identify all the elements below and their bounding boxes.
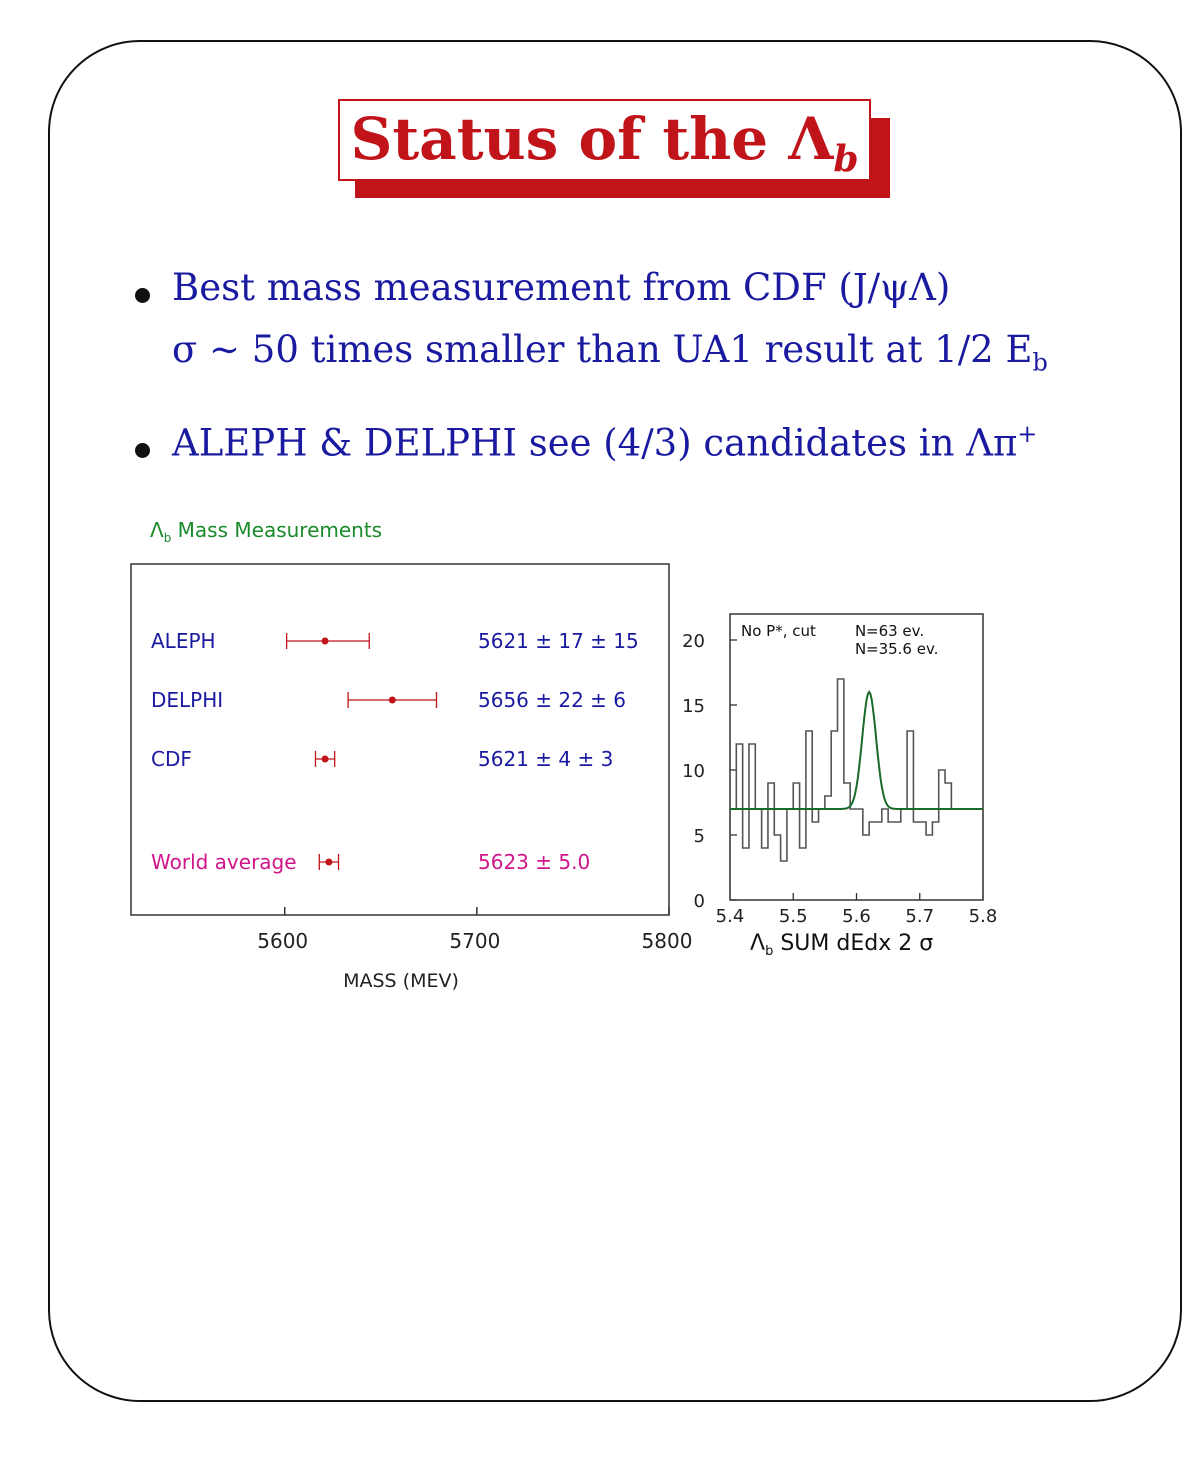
slide-title: Status of the $\Lambda_b$ xyxy=(350,105,859,181)
x-tick-label: 5.4 xyxy=(715,906,745,927)
x-axis-label: MASS (MEV) xyxy=(343,970,459,992)
point-label: CDF xyxy=(151,747,192,771)
y-tick-label: 20 xyxy=(682,631,705,652)
annotation-bkg-sym: N xyxy=(855,640,867,658)
y-tick-label: 5 xyxy=(693,826,705,847)
x-axis-label: $\Lambda_b$ SUM dEdx 2 σ xyxy=(750,931,934,959)
data-point xyxy=(322,638,329,645)
x-tick-label: 5.5 xyxy=(778,906,808,927)
y-tick-label: 15 xyxy=(682,696,705,717)
annotation-obs-sym: N xyxy=(855,622,867,640)
bullet-dot xyxy=(135,288,150,303)
bullet-2-line-1: ALEPH & DELPHI see (4/3) candidates in Λπ+ xyxy=(172,420,1038,465)
annotation-cut: No P*, cut xyxy=(741,622,816,640)
bullet-1-line-2: σ ∼ 50 times smaller than UA1 result at 1/2 $E_b$ xyxy=(172,328,1048,377)
x-tick-label: 5600 xyxy=(257,929,309,953)
chart-title: $\Lambda_b$ Mass Measurements xyxy=(150,518,383,545)
y-tick-label: 10 xyxy=(682,761,705,782)
point-value: 5621 ± 17 ± 15 xyxy=(478,629,639,653)
y-tick-label: 0 xyxy=(693,891,705,912)
point-value: 5621 ± 4 ± 3 xyxy=(478,747,614,771)
x-tick-label: 5.6 xyxy=(842,906,871,927)
x-tick-label: 5.7 xyxy=(905,906,935,927)
lambda-b-histogram xyxy=(675,600,1005,970)
point-value: 5623 ± 5.0 xyxy=(478,850,591,874)
annotation-bkg: =35.6 ev. xyxy=(866,640,939,658)
mass-measurements-chart xyxy=(120,505,710,1005)
annotation-obs: =63 ev. xyxy=(866,622,925,640)
x-tick-label: 5700 xyxy=(449,929,501,953)
point-label: ALEPH xyxy=(151,629,216,653)
data-point xyxy=(322,756,329,763)
data-point xyxy=(325,859,332,866)
title-box xyxy=(338,99,871,181)
bullet-1-line-1: Best mass measurement from CDF (J/ψΛ) xyxy=(172,266,951,309)
point-label: World average xyxy=(151,850,297,874)
x-tick-label: 5800 xyxy=(641,929,693,953)
point-value: 5656 ± 22 ± 6 xyxy=(478,688,627,712)
point-label: DELPHI xyxy=(151,688,224,712)
x-tick-label: 5.8 xyxy=(968,906,998,927)
data-point xyxy=(389,697,396,704)
bullet-dot xyxy=(135,443,150,458)
